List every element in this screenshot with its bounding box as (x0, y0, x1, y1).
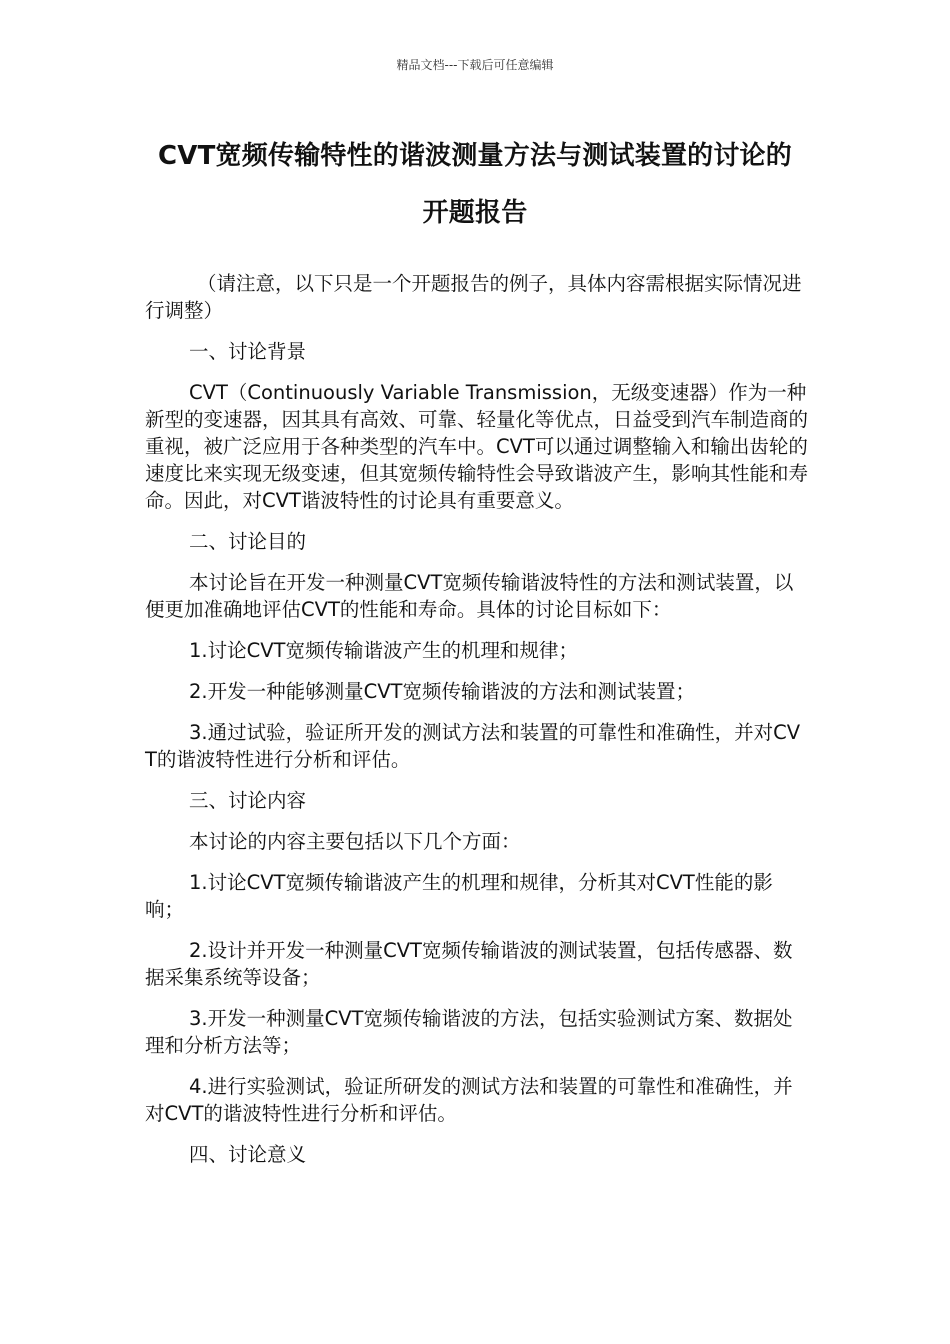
objective-item: 3.通过试验，验证所开发的测试方法和装置的可靠性和准确性，并对CVT的谐波特性进行分析和评估。 (145, 721, 801, 771)
background-paragraph: CVT（Continuously Variable Transmission，无级变速器）作为一种新型的变速器，因其具有高效、可靠、轻量化等优点，日益受到汽车制造商的重视，被广泛应用于各种类型的汽车中。CVT可以通过调整输入和输出齿轮的速度比来实现无级变速，但其宽频传输特性会导致谐波产生，影响其性能和寿命。因此，对CVT谐波特性的讨论具有重要意义。 (145, 381, 809, 512)
content-intro: 本讨论的内容主要包括以下几个方面： (189, 830, 521, 853)
section-heading-background: 一、讨论背景 (189, 340, 307, 363)
document-body (145, 270, 810, 1182)
section-heading-significance: 四、讨论意义 (189, 1143, 307, 1166)
content-item: 3.开发一种测量CVT宽频传输谐波的方法，包括实验测试方案、数据处理和分析方法等； (145, 1007, 793, 1057)
content-item: 2.设计并开发一种测量CVT宽频传输谐波的测试装置，包括传感器、数据采集系统等设备； (145, 939, 793, 989)
section-heading-objective: 二、讨论目的 (189, 530, 307, 553)
content-item: 4.进行实验测试，验证所研发的测试方法和装置的可靠性和准确性，并对CVT的谐波特性进行分析和评估。 (145, 1075, 793, 1125)
objective-item: 1.讨论CVT宽频传输谐波产生的机理和规律； (189, 639, 578, 662)
note-paragraph: （请注意，以下只是一个开题报告的例子，具体内容需根据实际情况进行调整） (145, 272, 802, 322)
content-item: 1.讨论CVT宽频传输谐波产生的机理和规律，分析其对CVT性能的影响； (145, 871, 773, 921)
page-header: 精品文档---下载后可任意编辑 (396, 58, 554, 72)
objective-intro: 本讨论旨在开发一种测量CVT宽频传输谐波特性的方法和测试装置，以便更加准确地评估CVT的性能和寿命。具体的讨论目标如下： (145, 571, 794, 621)
section-heading-content: 三、讨论内容 (189, 789, 307, 812)
document-title: CVT宽频传输特性的谐波测量方法与测试装置的讨论的开题报告 (158, 141, 792, 228)
objective-item: 2.开发一种能够测量CVT宽频传输谐波的方法和测试装置； (189, 680, 695, 703)
